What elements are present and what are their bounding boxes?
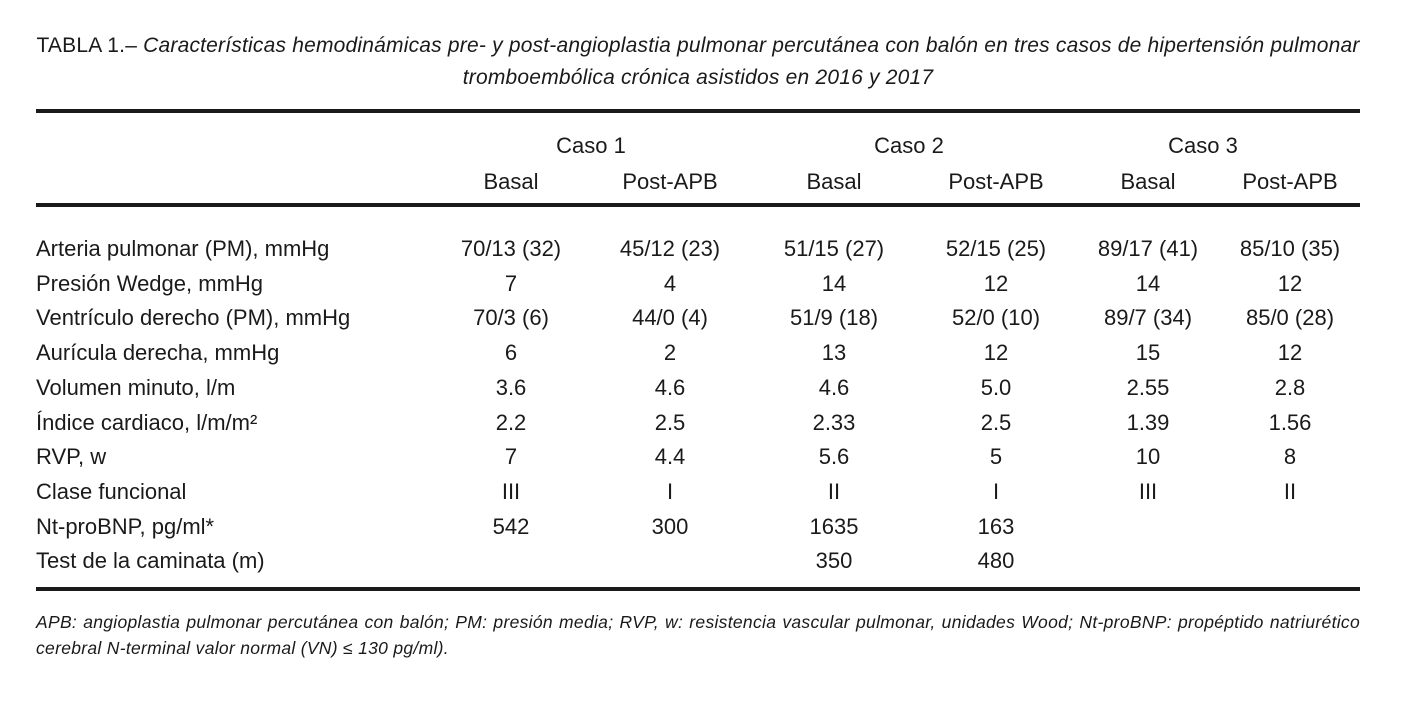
table-cell: III <box>501 478 521 504</box>
table-cell: 70/13 (32) <box>460 236 562 261</box>
table-cell: 85/0 (28) <box>1245 305 1335 331</box>
table-cell: 7 <box>504 270 518 296</box>
row-label: Aurícula derecha, mmHg <box>36 340 280 366</box>
table-cell: 1.39 <box>1126 409 1170 435</box>
table-cell: III <box>1138 478 1158 504</box>
header-case-1: Caso 1 <box>556 133 626 158</box>
subheader-case1-post: Post-APB <box>622 169 718 194</box>
table-cell: 5.0 <box>980 374 1012 400</box>
table-top-rule <box>36 109 1360 113</box>
header-case-3: Caso 3 <box>1168 133 1238 158</box>
table-cell: 12 <box>983 340 1009 366</box>
table-cell: 15 <box>1135 340 1161 366</box>
row-label: Nt-proBNP, pg/ml* <box>36 513 215 539</box>
table-cell: 51/9 (18) <box>789 305 879 331</box>
table-cell: 350 <box>815 548 853 574</box>
row-label: Test de la caminata (m) <box>36 548 265 574</box>
table-cell: 89/7 (34) <box>1103 305 1193 331</box>
table-cell: 2.8 <box>1274 374 1306 400</box>
header-case-2: Caso 2 <box>874 133 944 158</box>
table-cell: 1635 <box>809 513 859 539</box>
table-cell: 52/0 (10) <box>951 305 1041 331</box>
table-cell: 2.33 <box>812 409 856 435</box>
table-cell: 14 <box>1135 270 1161 296</box>
table-cell: 4.4 <box>654 444 686 470</box>
table-cell: 6 <box>504 340 518 366</box>
table-caption <box>36 30 1360 94</box>
table-cell: 12 <box>1277 270 1303 296</box>
row-label: Arteria pulmonar (PM), mmHg <box>36 236 330 261</box>
table-cell: 3.6 <box>495 374 527 400</box>
row-label: Clase funcional <box>36 478 187 504</box>
table-cell: 13 <box>821 340 847 366</box>
table-cell: 300 <box>651 513 689 539</box>
table-cell: 2.5 <box>980 409 1012 435</box>
table-cell: 10 <box>1135 444 1161 470</box>
table-cell: 85/10 (35) <box>1239 236 1341 261</box>
table-cell: 4 <box>663 270 677 296</box>
subheader-case2-basal: Basal <box>806 169 862 194</box>
subheader-case3-basal: Basal <box>1120 169 1176 194</box>
table-cell: 2 <box>663 340 677 366</box>
table-footnote: APB: angioplastia pulmonar percutánea con balón; PM: presión media; RVP, w: resistencia vascular pulmonar, unidades Wood; Nt-proBNP: propéptido natriurético cerebral N-terminal valor normal (VN) ≤ 130 pg/ml). <box>36 612 1360 658</box>
table-caption-text: Características hemodinámicas pre- y post-angioplastia pulmonar percutánea con balón en tres casos de hipertensión pulmonar tromboembólica crónica asistidos en 2016 y 2017 <box>143 34 1360 89</box>
table-bottom-rule <box>36 587 1360 591</box>
table-cell: 52/15 (25) <box>945 236 1047 261</box>
table-cell: 7 <box>504 444 518 470</box>
table-cell: 1.56 <box>1268 409 1312 435</box>
table-cell: 2.5 <box>654 409 686 435</box>
table-cell: II <box>1283 478 1297 504</box>
subheader-case3-post: Post-APB <box>1242 169 1338 194</box>
table-cell: 2.55 <box>1126 374 1170 400</box>
table-cell: 4.6 <box>654 374 686 400</box>
table-header-rule <box>36 203 1360 207</box>
row-label: Presión Wedge, mmHg <box>36 270 264 296</box>
row-label: Ventrículo derecho (PM), mmHg <box>36 305 351 331</box>
table-cell: II <box>827 478 841 504</box>
table-cell: 5 <box>989 444 1003 470</box>
table-cell: 70/3 (6) <box>473 305 549 331</box>
table-cell: 12 <box>983 270 1009 296</box>
table-cell: 4.6 <box>818 374 850 400</box>
table-cell: I <box>992 478 1000 504</box>
row-label: Índice cardiaco, l/m/m² <box>36 409 258 435</box>
table-cell: 45/12 (23) <box>619 236 721 261</box>
table-cell: 12 <box>1277 340 1303 366</box>
table-cell: 14 <box>821 270 847 296</box>
table-cell: 44/0 (4) <box>632 305 708 331</box>
table-cell: 89/17 (41) <box>1097 236 1199 261</box>
table-cell: 2.2 <box>495 409 527 435</box>
table-cell: 8 <box>1283 444 1297 470</box>
table-cell: 5.6 <box>818 444 850 470</box>
row-label: Volumen minuto, l/m <box>36 374 236 400</box>
table-cell: 480 <box>977 548 1015 574</box>
row-label: RVP, w <box>36 444 107 470</box>
subheader-case1-basal: Basal <box>483 169 539 194</box>
table-caption-label: TABLA 1.– <box>36 34 138 57</box>
table-cell: 51/15 (27) <box>783 236 885 261</box>
table-cell: 542 <box>492 513 530 539</box>
table-cell: I <box>666 478 674 504</box>
subheader-case2-post: Post-APB <box>948 169 1044 194</box>
table-cell: 163 <box>977 513 1015 539</box>
